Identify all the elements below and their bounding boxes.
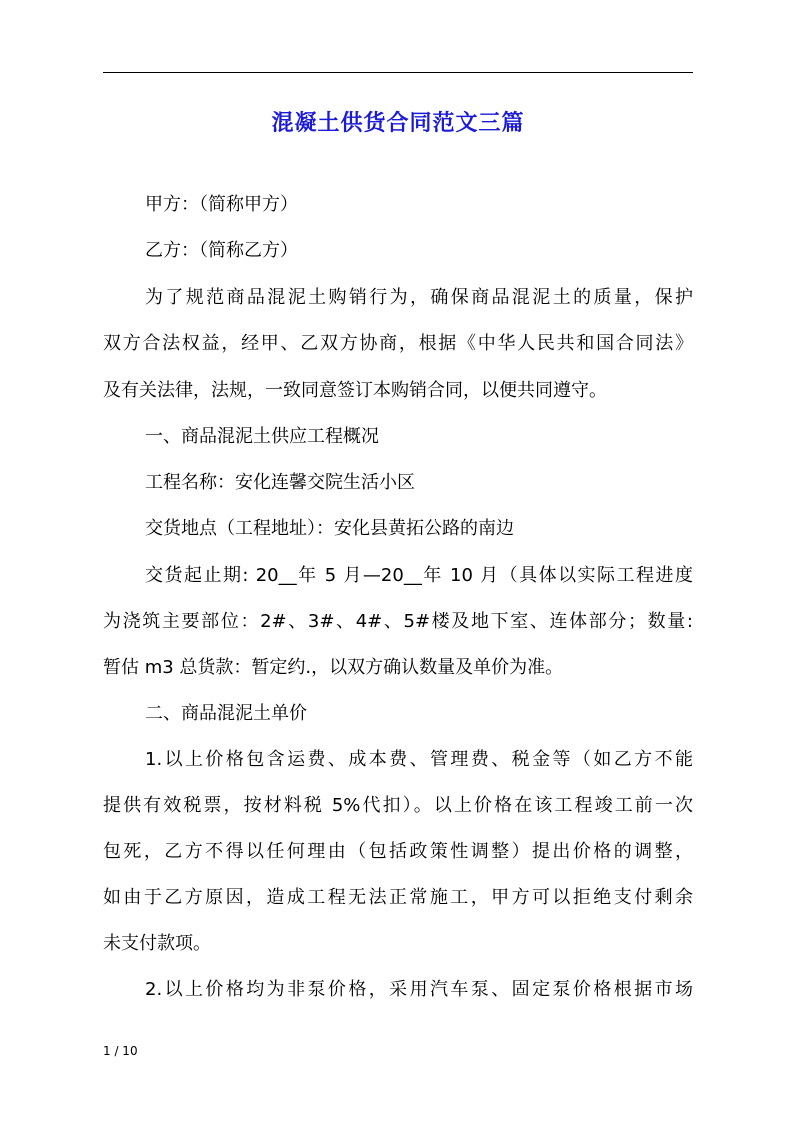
section-heading: 一、商品混泥土供应工程概况 xyxy=(145,426,379,447)
paragraph-line: 为浇筑主要部位：2#、3#、4#、5#楼及地下室、连体部分；数量: xyxy=(103,611,693,632)
page-number: 1 / 10 xyxy=(103,1044,138,1058)
section-heading: 二、商品混泥土单价 xyxy=(145,703,307,724)
paragraph-line: 1.以上价格包含运费、成本费、管理费、税金等（如乙方不能 xyxy=(145,749,693,770)
paragraph-line: 双方合法权益，经甲、乙双方协商，根据《中华人民共和国合同法》 xyxy=(103,333,693,354)
paragraph-line: 交货起止期: 20__年 5 月—20__年 10 月（具体以实际工程进度 xyxy=(145,565,693,586)
project-name-line: 工程名称：安化连馨交院生活小区 xyxy=(145,472,415,493)
paragraph-line: 及有关法律，法规，一致同意签订本购销合同，以便共同遵守。 xyxy=(103,380,607,401)
paragraph-line: 为了规范商品混泥土购销行为，确保商品混泥土的质量，保护 xyxy=(145,287,693,308)
document-title: 混凝土供货合同范文三篇 xyxy=(271,111,525,136)
party-a-line: 甲方：（简称甲方） xyxy=(145,194,298,215)
paragraph-line: 2.以上价格均为非泵价格，采用汽车泵、固定泵价格根据市场 xyxy=(145,979,693,1000)
paragraph-line: 如由于乙方原因，造成工程无法正常施工，甲方可以拒绝支付剩余 xyxy=(103,887,693,908)
paragraph-line: 未支付款项。 xyxy=(103,933,211,954)
delivery-location-line: 交货地点（工程地址）：安化县黄拓公路的南边 xyxy=(145,518,514,539)
paragraph-line: 暂估 m3 总货款：暂定约.，以双方确认数量及单价为准。 xyxy=(103,657,564,678)
party-b-line: 乙方：（简称乙方） xyxy=(145,240,298,261)
header-rule xyxy=(103,72,693,73)
paragraph-line: 提供有效税票，按材料税 5%代扣）。以上价格在该工程竣工前一次 xyxy=(103,795,693,816)
paragraph-line: 包死，乙方不得以任何理由（包括政策性调整）提出价格的调整， xyxy=(103,841,693,862)
